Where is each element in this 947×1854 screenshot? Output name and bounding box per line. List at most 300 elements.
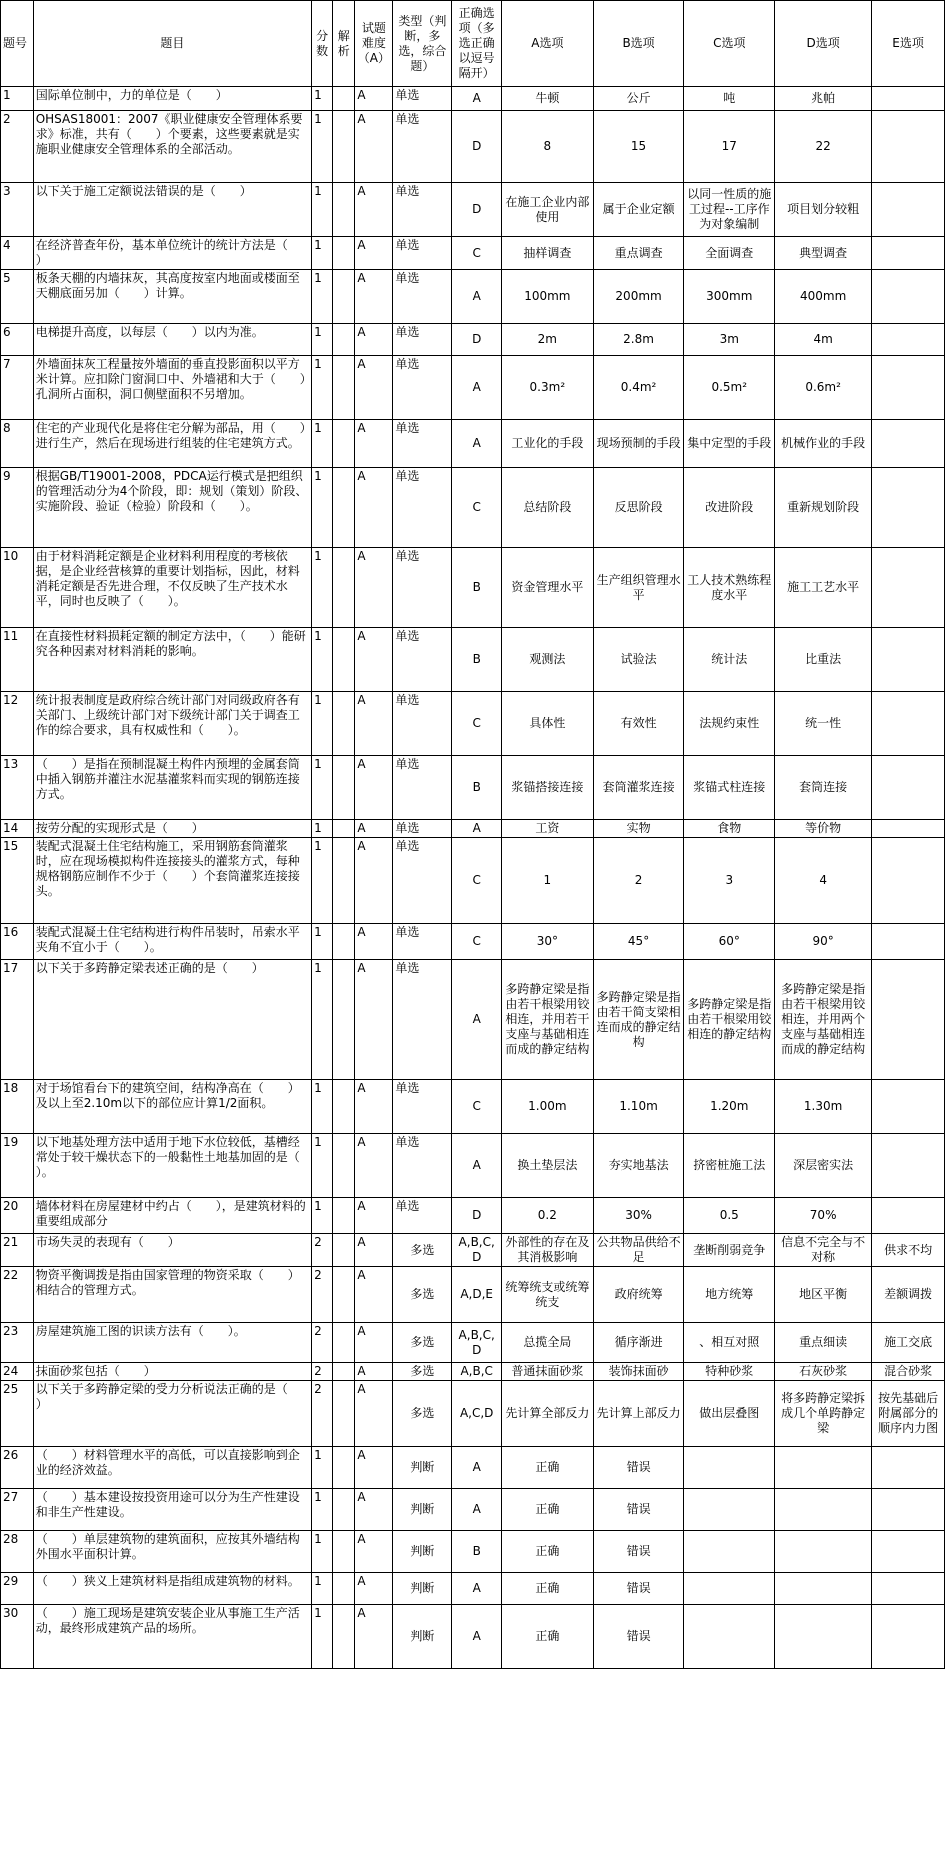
option-d: 典型调查 [775,237,872,270]
correct-answer: D [452,324,502,356]
correct-answer: A,C,D [452,1381,502,1447]
option-e [872,1531,945,1573]
question-type: 单选 [393,820,452,838]
option-c: 统计法 [684,628,775,692]
difficulty-cell: A [355,1531,393,1573]
question-text: 以下关于多跨静定梁的受力分析说法正确的是（ ） [33,1381,311,1447]
question-text: （ ）施工现场是建筑安装企业从事施工生产活动，最终形成建筑产品的场所。 [33,1605,311,1669]
table-row [1,1363,945,1381]
question-number: 19 [1,1134,34,1198]
score-cell: 2 [312,1363,333,1381]
option-e [872,356,945,420]
table-row [1,628,945,692]
difficulty-cell: A [355,756,393,820]
option-c: 食物 [684,820,775,838]
option-d: 施工工艺水平 [775,548,872,628]
option-d: 兆帕 [775,87,872,111]
question-text: 在直接性材料损耗定额的制定方法中，（ ）能研究各种因素对材料消耗的影响。 [33,628,311,692]
table-row [1,87,945,111]
option-a: 正确 [501,1605,593,1669]
question-type: 单选 [393,420,452,468]
question-text: 在经济普查年份，基本单位统计的统计方法是（ ） [33,237,311,270]
question-type: 单选 [393,756,452,820]
score-cell: 1 [312,468,333,548]
option-b: 错误 [593,1605,684,1669]
analysis-cell [333,1234,355,1267]
option-c [684,1489,775,1531]
table-row [1,270,945,324]
difficulty-cell: A [355,1363,393,1381]
correct-answer: A,D,E [452,1267,502,1323]
option-c: 0.5m² [684,356,775,420]
option-e [872,1080,945,1134]
table-row [1,960,945,1080]
question-text: 装配式混凝土住宅结构进行构件吊装时，吊索水平夹角不宜小于（ ）。 [33,924,311,960]
option-e [872,1573,945,1605]
option-d: 石灰砂浆 [775,1363,872,1381]
analysis-cell [333,1605,355,1669]
table-row [1,838,945,924]
option-c: 做出层叠图 [684,1381,775,1447]
option-a: 正确 [501,1447,593,1489]
difficulty-cell: A [355,324,393,356]
score-cell: 1 [312,237,333,270]
difficulty-cell: A [355,183,393,237]
difficulty-cell: A [355,111,393,183]
analysis-cell [333,1134,355,1198]
score-cell: 1 [312,183,333,237]
option-d [775,1573,872,1605]
question-number: 28 [1,1531,34,1573]
header-option-c: C选项 [684,1,775,87]
score-cell: 2 [312,1323,333,1363]
option-a: 0.2 [501,1198,593,1234]
correct-answer: C [452,692,502,756]
question-number: 1 [1,87,34,111]
option-e [872,324,945,356]
question-type: 单选 [393,1134,452,1198]
question-type: 多选 [393,1381,452,1447]
question-text: 对于场馆看台下的建筑空间，结构净高在（ ）及以上至2.10m以下的部位应计算1/2面积。 [33,1080,311,1134]
score-cell: 1 [312,1198,333,1234]
correct-answer: A [452,1134,502,1198]
question-type: 单选 [393,356,452,420]
correct-answer: B [452,1531,502,1573]
analysis-cell [333,756,355,820]
question-type: 单选 [393,183,452,237]
option-e [872,820,945,838]
question-number: 12 [1,692,34,756]
question-text: 住宅的产业现代化是将住宅分解为部品，用（ ）进行生产，然后在现场进行组装的住宅建筑方式。 [33,420,311,468]
difficulty-cell: A [355,1605,393,1669]
option-b: 200mm [593,270,684,324]
question-number: 2 [1,111,34,183]
header-option-d: D选项 [775,1,872,87]
difficulty-cell: A [355,960,393,1080]
question-type: 单选 [393,270,452,324]
correct-answer: C [452,468,502,548]
difficulty-cell: A [355,1267,393,1323]
question-text: 以下关于多跨静定梁表述正确的是（ ） [33,960,311,1080]
score-cell: 1 [312,1489,333,1531]
analysis-cell [333,1323,355,1363]
option-d: 比重法 [775,628,872,692]
option-c: 1.20m [684,1080,775,1134]
question-number: 13 [1,756,34,820]
option-e: 供求不均 [872,1234,945,1267]
option-d: 项目划分较粗 [775,183,872,237]
difficulty-cell: A [355,1198,393,1234]
option-a: 牛顿 [501,87,593,111]
table-row [1,420,945,468]
table-row [1,756,945,820]
option-c: 全面调查 [684,237,775,270]
question-text: 物资平衡调拨是指由国家管理的物资采取（ ）相结合的管理方式。 [33,1267,311,1323]
option-d: 将多跨静定梁拆成几个单跨静定梁 [775,1381,872,1447]
option-b: 装饰抹面砂 [593,1363,684,1381]
option-e: 混合砂浆 [872,1363,945,1381]
option-d: 22 [775,111,872,183]
correct-answer: A,B,C,D [452,1234,502,1267]
option-a: 30° [501,924,593,960]
option-c: 、相互对照 [684,1323,775,1363]
option-e [872,1198,945,1234]
option-d: 套筒连接 [775,756,872,820]
question-number: 29 [1,1573,34,1605]
question-number: 15 [1,838,34,924]
table-row [1,1323,945,1363]
question-number: 23 [1,1323,34,1363]
option-a: 正确 [501,1489,593,1531]
option-d [775,1447,872,1489]
option-c [684,1531,775,1573]
correct-answer: A [452,960,502,1080]
option-c [684,1573,775,1605]
score-cell: 1 [312,270,333,324]
option-b: 15 [593,111,684,183]
table-row [1,356,945,420]
score-cell: 1 [312,420,333,468]
score-cell: 1 [312,1531,333,1573]
table-row [1,1489,945,1531]
score-cell: 1 [312,324,333,356]
difficulty-cell: A [355,820,393,838]
header-no: 题号 [1,1,34,87]
score-cell: 1 [312,356,333,420]
question-text: 板条天棚的内墙抹灰，其高度按室内地面或楼面至天棚底面另加（ ）计算。 [33,270,311,324]
table-row [1,1234,945,1267]
option-b: 错误 [593,1489,684,1531]
analysis-cell [333,324,355,356]
analysis-cell [333,548,355,628]
option-c: 多跨静定梁是指由若干根梁用铰相连的静定结构 [684,960,775,1080]
question-type: 判断 [393,1489,452,1531]
option-e [872,838,945,924]
option-b: 政府统筹 [593,1267,684,1323]
difficulty-cell: A [355,468,393,548]
option-a: 工资 [501,820,593,838]
option-c: 改进阶段 [684,468,775,548]
difficulty-cell: A [355,1489,393,1531]
option-b: 夯实地基法 [593,1134,684,1198]
analysis-cell [333,960,355,1080]
score-cell: 1 [312,628,333,692]
question-text: 统计报表制度是政府综合统计部门对同级政府各有关部门、上级统计部门对下级统计部门关于调查工作的综合要求，具有权威性和（ ）。 [33,692,311,756]
question-type: 单选 [393,692,452,756]
score-cell: 1 [312,692,333,756]
question-type: 单选 [393,548,452,628]
option-d: 1.30m [775,1080,872,1134]
option-b: 错误 [593,1531,684,1573]
correct-answer: C [452,838,502,924]
correct-answer: C [452,237,502,270]
question-type: 判断 [393,1573,452,1605]
score-cell: 2 [312,1381,333,1447]
header-option-e: E选项 [872,1,945,87]
analysis-cell [333,1381,355,1447]
option-b: 30% [593,1198,684,1234]
option-e [872,183,945,237]
correct-answer: C [452,1080,502,1134]
analysis-cell [333,1080,355,1134]
option-b: 重点调查 [593,237,684,270]
option-b: 有效性 [593,692,684,756]
option-a: 在施工企业内部使用 [501,183,593,237]
question-type: 单选 [393,237,452,270]
difficulty-cell: A [355,1080,393,1134]
difficulty-cell: A [355,1447,393,1489]
question-number: 22 [1,1267,34,1323]
difficulty-cell: A [355,692,393,756]
header-score: 分数 [312,1,333,87]
option-b: 实物 [593,820,684,838]
option-e [872,237,945,270]
analysis-cell [333,1573,355,1605]
header-answer: 正确选项（多选正确以逗号隔开） [452,1,502,87]
option-d: 统一性 [775,692,872,756]
question-text: （ ）是指在预制混凝土构件内预埋的金属套筒中插入钢筋并灌注水泥基灌浆料而实现的钢筋连接方式。 [33,756,311,820]
option-e [872,1489,945,1531]
difficulty-cell: A [355,1573,393,1605]
question-type: 多选 [393,1234,452,1267]
option-b: 反思阶段 [593,468,684,548]
question-number: 27 [1,1489,34,1531]
question-text: 房屋建筑施工图的识读方法有（ ）。 [33,1323,311,1363]
difficulty-cell: A [355,237,393,270]
question-text: （ ）单层建筑物的建筑面积，应按其外墙结构外围水平面积计算。 [33,1531,311,1573]
difficulty-cell: A [355,1323,393,1363]
difficulty-cell: A [355,87,393,111]
option-a: 换土垫层法 [501,1134,593,1198]
option-c: 0.5 [684,1198,775,1234]
table-row [1,237,945,270]
question-number: 10 [1,548,34,628]
question-rows [1,87,945,1669]
option-b: 生产组织管理水平 [593,548,684,628]
header-analysis: 解析 [333,1,355,87]
option-c: 3 [684,838,775,924]
option-c: 地方统筹 [684,1267,775,1323]
question-text: OHSAS18001：2007《职业健康安全管理体系要求》标准，共有（ ）个要素，这些要素就是实施职业健康安全管理体系的全部活动。 [33,111,311,183]
table-row [1,1573,945,1605]
question-type: 多选 [393,1363,452,1381]
correct-answer: A [452,1573,502,1605]
table-row [1,1605,945,1669]
question-type: 判断 [393,1605,452,1669]
analysis-cell [333,420,355,468]
question-type: 单选 [393,111,452,183]
option-d [775,1605,872,1669]
question-type: 判断 [393,1447,452,1489]
option-a: 8 [501,111,593,183]
header-row [1,1,945,87]
option-e: 施工交底 [872,1323,945,1363]
option-a: 抽样调查 [501,237,593,270]
difficulty-cell: A [355,1134,393,1198]
table-row [1,1531,945,1573]
correct-answer: A [452,820,502,838]
question-text: （ ）材料管理水平的高低，可以直接影响到企业的经济效益。 [33,1447,311,1489]
question-text: 抹面砂浆包括（ ） [33,1363,311,1381]
option-b: 2.8m [593,324,684,356]
option-d: 重新规划阶段 [775,468,872,548]
difficulty-cell: A [355,924,393,960]
table-row [1,1447,945,1489]
score-cell: 1 [312,924,333,960]
table-row [1,1381,945,1447]
header-type: 类型（判断，多选，综合题） [393,1,452,87]
option-b: 公斤 [593,87,684,111]
score-cell: 1 [312,960,333,1080]
option-c: 吨 [684,87,775,111]
score-cell: 2 [312,1267,333,1323]
question-text: 以下地基处理方法中适用于地下水位较低，基槽经常处于较干燥状态下的一般黏性土地基加固的是（ ）。 [33,1134,311,1198]
correct-answer: A,B,C,D [452,1323,502,1363]
option-b: 循序渐进 [593,1323,684,1363]
option-a: 普通抹面砂浆 [501,1363,593,1381]
option-a: 具体性 [501,692,593,756]
option-a: 外部性的存在及其消极影响 [501,1234,593,1267]
option-e [872,924,945,960]
option-c: 工人技术熟练程度水平 [684,548,775,628]
table-row [1,183,945,237]
option-b: 套筒灌浆连接 [593,756,684,820]
correct-answer: D [452,1198,502,1234]
option-e [872,111,945,183]
question-number: 4 [1,237,34,270]
option-d: 深层密实法 [775,1134,872,1198]
question-type: 单选 [393,468,452,548]
option-d: 地区平衡 [775,1267,872,1323]
analysis-cell [333,468,355,548]
option-d: 机械作业的手段 [775,420,872,468]
option-c: 挤密桩施工法 [684,1134,775,1198]
question-type: 单选 [393,324,452,356]
option-c: 垄断削弱竞争 [684,1234,775,1267]
question-number: 3 [1,183,34,237]
difficulty-cell: A [355,628,393,692]
correct-answer: D [452,183,502,237]
correct-answer: D [452,111,502,183]
option-b: 公共物品供给不足 [593,1234,684,1267]
option-e [872,1447,945,1489]
question-type: 多选 [393,1323,452,1363]
option-d: 70% [775,1198,872,1234]
option-a: 2m [501,324,593,356]
question-number: 7 [1,356,34,420]
question-type: 单选 [393,924,452,960]
analysis-cell [333,1447,355,1489]
analysis-cell [333,1489,355,1531]
option-d: 4 [775,838,872,924]
option-e [872,1134,945,1198]
correct-answer: A [452,270,502,324]
correct-answer: A [452,420,502,468]
question-type: 判断 [393,1531,452,1573]
difficulty-cell: A [355,270,393,324]
question-text: 市场失灵的表现有（ ） [33,1234,311,1267]
option-c: 60° [684,924,775,960]
option-d [775,1531,872,1573]
score-cell: 1 [312,87,333,111]
question-number: 26 [1,1447,34,1489]
option-e [872,270,945,324]
score-cell: 1 [312,1447,333,1489]
option-b: 现场预制的手段 [593,420,684,468]
correct-answer: A [452,87,502,111]
analysis-cell [333,1363,355,1381]
analysis-cell [333,183,355,237]
option-d: 多跨静定梁是指由若干根梁用铰相连，并用两个支座与基础相连而成的静定结构 [775,960,872,1080]
analysis-cell [333,87,355,111]
option-a: 1.00m [501,1080,593,1134]
analysis-cell [333,111,355,183]
option-c: 17 [684,111,775,183]
option-a: 0.3m² [501,356,593,420]
option-c: 3m [684,324,775,356]
option-d: 0.6m² [775,356,872,420]
question-text: 按劳分配的实现形式是（ ） [33,820,311,838]
question-number: 20 [1,1198,34,1234]
difficulty-cell: A [355,1234,393,1267]
score-cell: 2 [312,1234,333,1267]
option-e [872,628,945,692]
option-a: 浆锚搭接连接 [501,756,593,820]
analysis-cell [333,1198,355,1234]
difficulty-cell: A [355,1381,393,1447]
score-cell: 1 [312,1134,333,1198]
analysis-cell [333,1531,355,1573]
table-row [1,1198,945,1234]
option-b: 45° [593,924,684,960]
correct-answer: A [452,1447,502,1489]
option-a: 资金管理水平 [501,548,593,628]
question-text: 外墙面抹灰工程量按外墙面的垂直投影面积以平方米计算。应扣除门窗洞口中、外墙裙和大于（ ）孔洞所占面积，洞口侧壁面积不另增加。 [33,356,311,420]
option-e [872,548,945,628]
table-row [1,1267,945,1323]
table-row [1,1080,945,1134]
option-d: 信息不完全与不对称 [775,1234,872,1267]
question-number: 25 [1,1381,34,1447]
option-d: 等价物 [775,820,872,838]
option-d: 90° [775,924,872,960]
option-c: 浆锚式柱连接 [684,756,775,820]
question-type: 单选 [393,838,452,924]
option-b: 错误 [593,1573,684,1605]
option-b: 试验法 [593,628,684,692]
correct-answer: A [452,1489,502,1531]
score-cell: 1 [312,1080,333,1134]
